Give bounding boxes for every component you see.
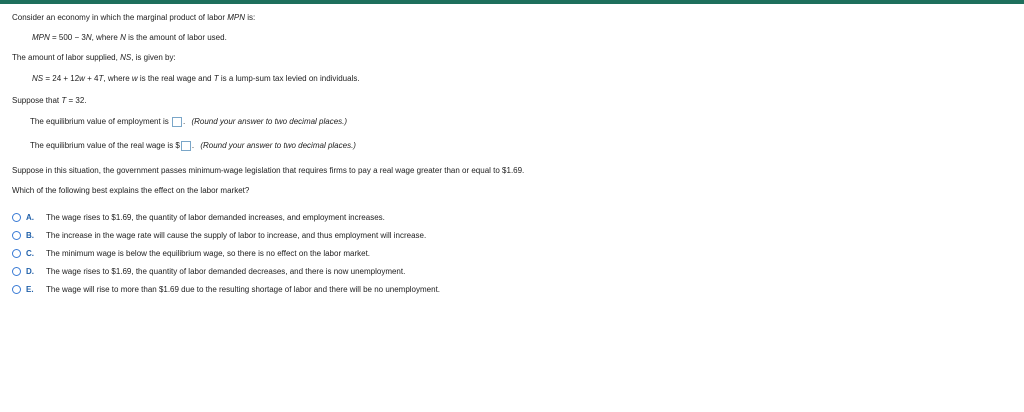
mpn-equation [32, 33, 227, 43]
radio-icon[interactable] [12, 267, 21, 276]
supply-intro-line [12, 53, 176, 63]
option-letter: B. [26, 231, 34, 240]
option-d[interactable] [12, 267, 405, 277]
ns-tail2: is a lump-sum tax levied on individuals. [218, 74, 360, 83]
intro-end: is: [245, 13, 256, 22]
wage-end: . [191, 141, 195, 151]
ns-where: , where [103, 74, 132, 83]
option-e[interactable] [12, 285, 440, 295]
mpn-lhs: MPN [32, 33, 50, 42]
employment-hint: (Round your answer to two decimal places.) [191, 117, 348, 127]
supply-intro: The amount of labor supplied, [12, 53, 121, 62]
suppose-t-var: T [61, 96, 67, 105]
option-c[interactable] [12, 249, 370, 259]
suppose-t-pre: Suppose that [12, 96, 62, 105]
option-text: The wage will rise to more than $1.69 due to the resulting shortage of labor and there will be no unemployment. [46, 285, 441, 294]
ns-equation [32, 74, 360, 84]
top-accent-bar [0, 0, 1024, 4]
suppose-t-post: = 32. [66, 96, 87, 105]
option-letter: C. [26, 249, 34, 258]
option-text: The wage rises to $1.69, the quantity of labor demanded decreases, and there is now unemployment. [46, 267, 406, 276]
min-wage-text: Suppose in this situation, the government passes minimum-wage legislation that requires firms to pay a real wage greater than or equal to $1.69. [12, 166, 525, 175]
wage-hint: (Round your answer to two decimal places.) [200, 141, 356, 151]
suppose-t-line [12, 96, 87, 106]
ns-t2: T [213, 74, 219, 83]
ns-lhs: NS [32, 74, 44, 83]
ns-mid: = 24 + 12 [43, 74, 80, 83]
mpn-n2: N [120, 33, 126, 42]
employment-label: The equilibrium value of employment is [30, 117, 169, 127]
option-text: The minimum wage is below the equilibrium wage, so there is no effect on the labor market. [46, 249, 371, 258]
ns-tail1: is the real wage and [137, 74, 214, 83]
option-text: The wage rises to $1.69, the quantity of labor demanded increases, and employment increases. [46, 213, 385, 222]
wage-answer-input[interactable] [181, 141, 191, 151]
option-b[interactable] [12, 231, 426, 241]
option-text: The increase in the wage rate will cause the supply of labor to increase, and thus employment will increase. [46, 231, 427, 240]
employment-line [30, 117, 347, 127]
employment-end: . [182, 117, 186, 127]
question-prompt: Which of the following best explains the effect on the labor market? [12, 186, 250, 195]
mpn-tail: is the amount of labor used. [125, 33, 227, 42]
ns-w: w [79, 74, 85, 83]
radio-icon[interactable] [12, 213, 21, 222]
mpn-rhs: = 500 − 3 [49, 33, 86, 42]
wage-label: The equilibrium value of the real wage is $ [30, 141, 180, 151]
radio-icon[interactable] [12, 231, 21, 240]
intro-text: Consider an economy in which the marginal product of labor [12, 13, 228, 22]
option-letter: A. [26, 213, 34, 222]
ns-w2: w [131, 74, 138, 83]
ns-plus: + 4 [84, 74, 99, 83]
supply-var: NS [120, 53, 132, 62]
radio-icon[interactable] [12, 249, 21, 258]
ns-t: T [98, 74, 104, 83]
supply-end: , is given by: [131, 53, 176, 62]
mpn-rest: , where [91, 33, 121, 42]
option-letter: E. [26, 285, 34, 294]
option-a[interactable] [12, 213, 385, 223]
wage-line [30, 141, 356, 151]
employment-answer-input[interactable] [172, 117, 182, 127]
intro-line [12, 13, 255, 23]
option-letter: D. [26, 267, 34, 276]
intro-var: MPN [227, 13, 246, 22]
radio-icon[interactable] [12, 285, 21, 294]
mpn-n: N [85, 33, 92, 42]
